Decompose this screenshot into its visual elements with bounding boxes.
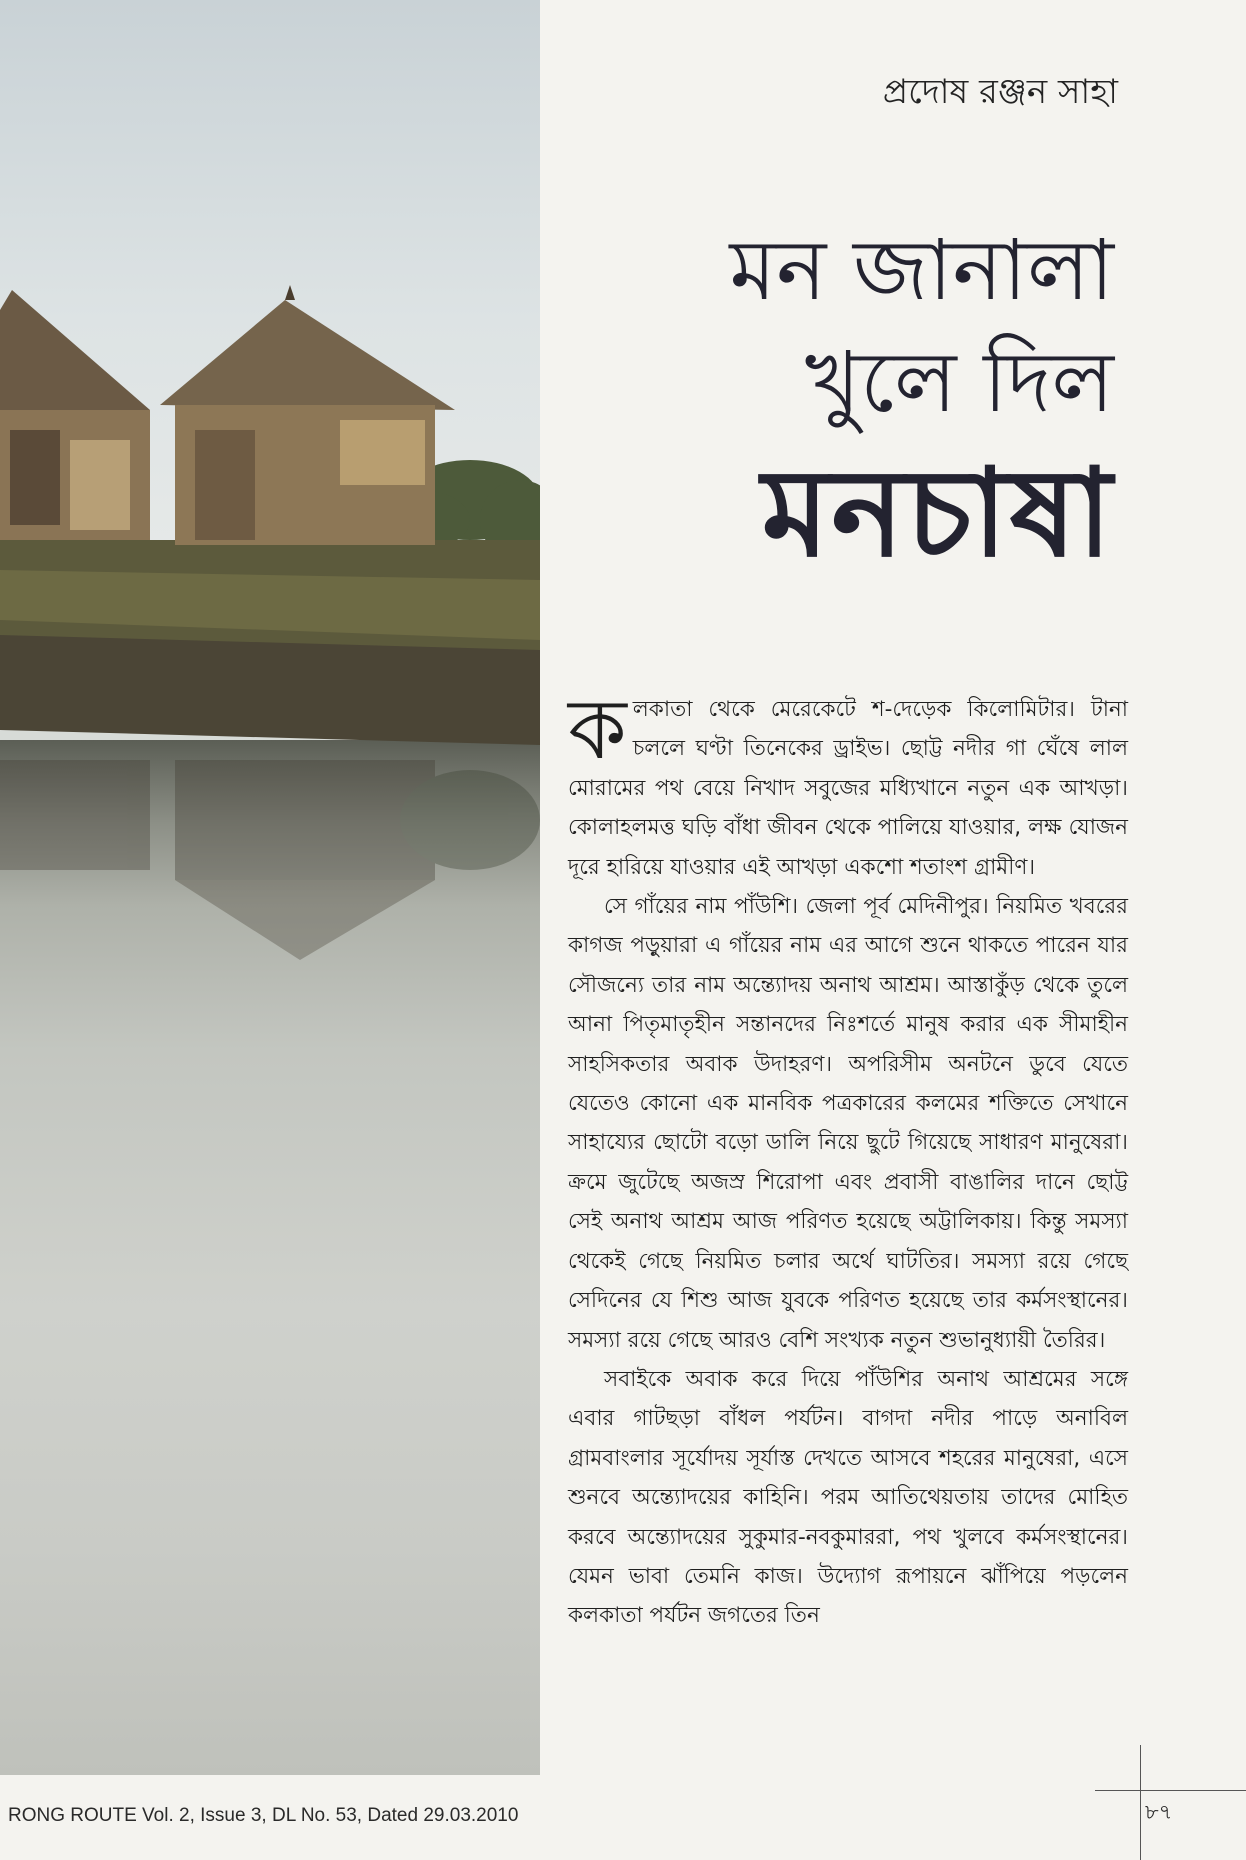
page-number: ৮৭ xyxy=(1145,1800,1173,1824)
left-hut xyxy=(0,290,150,540)
article-paragraph xyxy=(568,680,1128,887)
footer-rule-horizontal xyxy=(1095,1790,1246,1791)
water-reflection xyxy=(0,760,540,960)
headline-line-1: মন জানালা xyxy=(729,221,1114,319)
publication-info: RONG ROUTE Vol. 2, Issue 3, DL No. 53, Dated 29.03.2010 xyxy=(8,1805,519,1826)
footer-rule-vertical xyxy=(1140,1745,1141,1860)
hut-scene-illustration xyxy=(0,0,540,1775)
mud-bank xyxy=(0,635,540,745)
author-byline: প্রদোষ রঞ্জন সাহা xyxy=(882,72,1118,112)
article-body xyxy=(568,680,1128,1636)
cover-photo xyxy=(0,0,540,1775)
paragraph-text: লকাতা থেকে মেরেকেটে শ-দেড়েক কিলোমিটার। টানা চললে ঘণ্টা তিনেকের ড্রাইভ। ছোট্ট নদীর গা ঘেঁষে লাল মোরামের পথ বেয়ে নিখাদ সবুজের মধ্যিখানে নতুন এক আখড়া। কোলাহলমত্ত ঘড়ি বাঁধা জীবন থেকে পালিয়ে যাওয়ার, লক্ষ যোজন দূরে হারিয়ে যাওয়ার এই আখড়া একশো শতাংশ গ্রামীণ। xyxy=(568,697,1128,880)
drop-cap: ক xyxy=(568,680,627,778)
article-paragraph: সে গাঁয়ের নাম পাঁউশি। জেলা পূর্ব মেদিনীপুর। নিয়মিত খবরের কাগজ পড়ুয়ারা এ গাঁয়ের নাম এর আগে শুনে থাকতে পারেন যার সৌজন্যে তার নাম অন্ত্যোদয় অনাথ আশ্রম। আস্তাকুঁড় থেকে তুলে আনা পিতৃমাতৃহীন সন্তানদের নিঃশর্তে মানুষ করার এক সীমাহীন সাহসিকতার অবাক উদাহরণ। অপরিসীম অনটনে ডুবে যেতে যেতেও কোনো এক মানবিক পত্রকারের কলমের শক্তিতে সেখানে সাহায্যের ছোটো বড়ো ডালি নিয়ে ছুটে গিয়েছে সাধারণ মানুষেরা। ক্রমে জুটেছে অজস্র শিরোপা এবং প্রবাসী বাঙালির দানে ছোট্ট সেই অনাথ আশ্রম আজ পরিণত হয়েছে অট্টালিকায়। কিন্তু সমস্যা থেকেই গেছে নিয়মিত চলার অর্থে ঘাটতির। সমস্যা রয়ে গেছে সেদিনের যে শিশু আজ যুবকে পরিণত হয়েছে তার কর্মসংস্থানের। সমস্যা রয়ে গেছে আরও বেশি সংখ্যক নতুন শুভানুধ্যায়ী তৈরির। xyxy=(568,894,1128,1353)
headline-line-2: খুলে দিল xyxy=(805,333,1114,431)
headline-line-3: মনচাষা xyxy=(761,442,1114,584)
article-paragraph: সবাইকে অবাক করে দিয়ে পাঁউশির অনাথ আশ্রমের সঙ্গে এবার গাটছড়া বাঁধল পর্যটন। বাগদা নদীর পাড়ে অনাবিল গ্রামবাংলার সূর্যোদয় সূর্যাস্ত দেখতে আসবে শহরের মানুষেরা, এসে শুনবে অন্ত্যোদয়ের কাহিনি। পরম আতিথেয়তায় তাদের মোহিত করবে অন্ত্যোদয়ের সুকুমার-নবকুমাররা, পথ খুলবে কর্মসংস্থানের। যেমন ভাবা তেমনি কাজ। উদ্যোগ রূপায়নে ঝাঁপিয়ে পড়লেন কলকাতা পর্যটন জগতের তিন xyxy=(568,1366,1128,1629)
right-hut xyxy=(160,285,455,545)
